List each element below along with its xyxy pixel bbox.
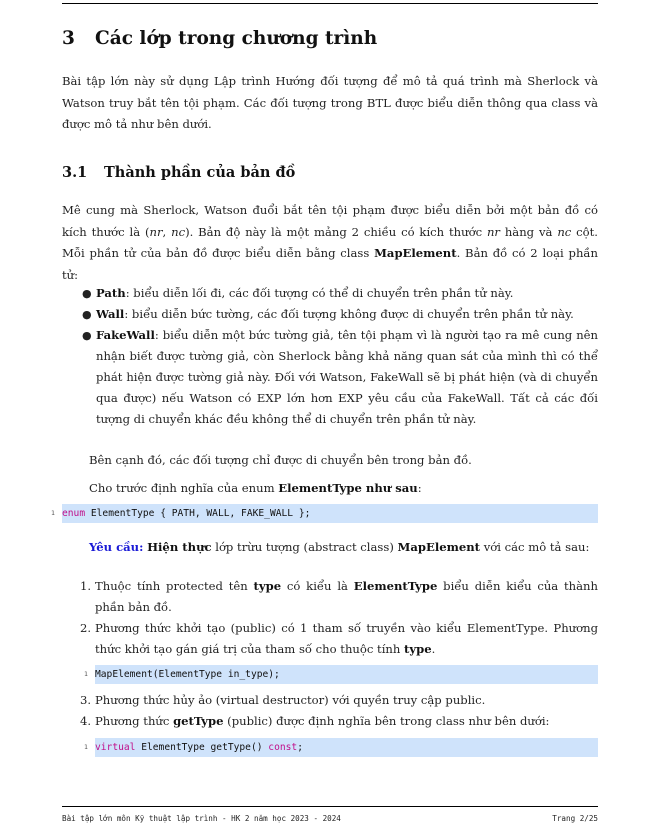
bold-text: Hiện thực — [147, 540, 212, 554]
list-item — [82, 283, 598, 304]
text-run: (public) được định nghĩa bên trong class như bên dưới: — [223, 714, 550, 728]
item-number: 3. — [80, 693, 92, 707]
math-nr: nr — [486, 224, 500, 239]
list-item — [80, 618, 598, 660]
code-keyword: enum — [62, 508, 86, 519]
term: Path — [96, 286, 126, 300]
text-run: Phương thức hủy ảo (virtual destructor) với quyền truy cập public. — [95, 693, 486, 707]
text-run: có kiểu là — [281, 579, 354, 593]
description: : biểu diễn lối đi, các đối tượng có thể di chuyển trên phần tử này. — [125, 286, 514, 300]
bold-text: ElementType — [353, 579, 438, 593]
list-item — [82, 304, 598, 325]
text-run: Mê cung mà Sherlock, Watson đuổi bắt tên tội phạm được biểu diễn bởi một bản đồ có kích thước là ( — [62, 203, 598, 239]
class-name: MapElement — [397, 540, 481, 554]
bold-text: type — [253, 579, 282, 593]
bullet-icon: ● — [82, 287, 92, 300]
requirements-list-b — [80, 690, 598, 732]
text-run: với các mô tả sau: — [480, 540, 590, 554]
map-paragraph — [62, 200, 598, 286]
code-block-constructor: MapElement(ElementType in_type); — [95, 665, 598, 684]
text-run: Phương thức — [95, 714, 174, 728]
code-keyword: const — [268, 742, 298, 753]
element-list — [82, 283, 598, 430]
text-run: , — [162, 224, 172, 239]
item-number: 1. — [80, 579, 92, 593]
code-text: ; — [297, 742, 303, 753]
text-run: Thuộc tính protected tên — [95, 579, 254, 593]
section-heading — [62, 28, 377, 49]
requirements-list-a — [80, 576, 598, 660]
item-number: 2. — [80, 621, 92, 635]
footer-page-number: Trang 2/25 — [552, 814, 598, 823]
code-text: ElementType getType() — [135, 742, 269, 753]
enum-intro — [89, 478, 422, 499]
code-keyword: virtual — [95, 742, 136, 753]
code-text: ElementType { PATH, WALL, FAKE_WALL }; — [85, 508, 311, 519]
subsection-number: 3.1 — [62, 164, 88, 181]
code-block-gettype — [95, 738, 598, 757]
class-name: MapElement — [374, 246, 457, 260]
footer-course: Bài tập lớn môn Kỹ thuật lập trình - HK 2 năm học 2023 - 2024 — [62, 814, 341, 823]
bullet-icon: ● — [82, 329, 92, 342]
math-nc: nc — [557, 224, 572, 239]
requirement-paragraph — [89, 537, 589, 558]
bold-text: type — [404, 642, 432, 656]
item-number: 4. — [80, 714, 92, 728]
text-run: . Bản đồ có 2 loại phần tử: — [62, 246, 598, 282]
term: FakeWall — [96, 328, 155, 342]
list-item — [80, 711, 598, 732]
text-run: cột. Mỗi phần tử của bản đồ được biểu diễn bằng class — [62, 224, 598, 260]
text-run: ). Bản độ này là một mảng 2 chiều có kích thước — [185, 224, 487, 239]
bold-text: getType — [173, 714, 224, 728]
list-item — [80, 690, 598, 711]
term: Wall — [96, 307, 125, 321]
footer-rule — [62, 806, 598, 807]
line-number: 1 — [84, 670, 88, 678]
enum-name: ElementType như sau — [278, 481, 418, 495]
line-number: 1 — [84, 743, 88, 751]
requirement-label: Yêu cầu: — [89, 540, 144, 554]
math-nc: nc — [171, 224, 186, 239]
header-rule — [62, 3, 598, 4]
intro-paragraph: Bài tập lớn này sử dụng Lập trình Hướng đối tượng để mô tả quá trình mà Sherlock và Watson truy bắt tên tội phạm. Các đối tượng trong BTL được biểu diễn thông qua class và được mô tả như bên dưới. — [62, 74, 598, 131]
list-item — [82, 325, 598, 430]
description: : biểu diễn bức tường, các đối tượng không được di chuyển trên phần tử này. — [124, 307, 574, 321]
line-number: 1 — [51, 509, 55, 517]
boundary-paragraph: Bên cạnh đó, các đối tượng chỉ được di chuyển bên trong bản đồ. — [89, 453, 472, 467]
bullet-icon: ● — [82, 308, 92, 321]
text-run: Cho trước định nghĩa của enum — [89, 481, 279, 495]
code-block-enum — [62, 504, 598, 523]
section-number: 3 — [62, 28, 75, 49]
section-title: Các lớp trong chương trình — [95, 28, 378, 49]
subsection-title: Thành phần của bản đồ — [104, 164, 296, 181]
text-run: lớp trừu tượng (abstract class) — [211, 540, 398, 554]
description: : biểu diễn một bức tường giả, tên tội phạm vì là người tạo ra mê cung nên nhận biết được tường giả, còn Sherlock bằng khả năng quan sát của mình thì có thể phát hiện được tường giả này. Đối với Watson, FakeWall sẽ bị phát hiện (và di chuyển qua được) nếu Watson có EXP lớn hơn EXP yêu cầu của FakeWall. Tất cả các đối tượng di chuyển khác đều không thể di chuyển trên phần tử này. — [96, 328, 598, 426]
subsection-heading — [62, 164, 295, 181]
text-run: Phương thức khởi tạo (public) có 1 tham số truyền vào kiểu ElementType. Phương thức khởi tạo gán giá trị của tham số cho thuộc tính — [95, 621, 598, 656]
text-run: hàng và — [499, 224, 558, 239]
math-nr: nr — [149, 224, 163, 239]
list-item — [80, 576, 598, 618]
text-run: . — [431, 642, 436, 656]
text-run: biểu diễn kiểu của thành phần bản đồ. — [95, 579, 598, 614]
text-run: : — [417, 481, 422, 495]
